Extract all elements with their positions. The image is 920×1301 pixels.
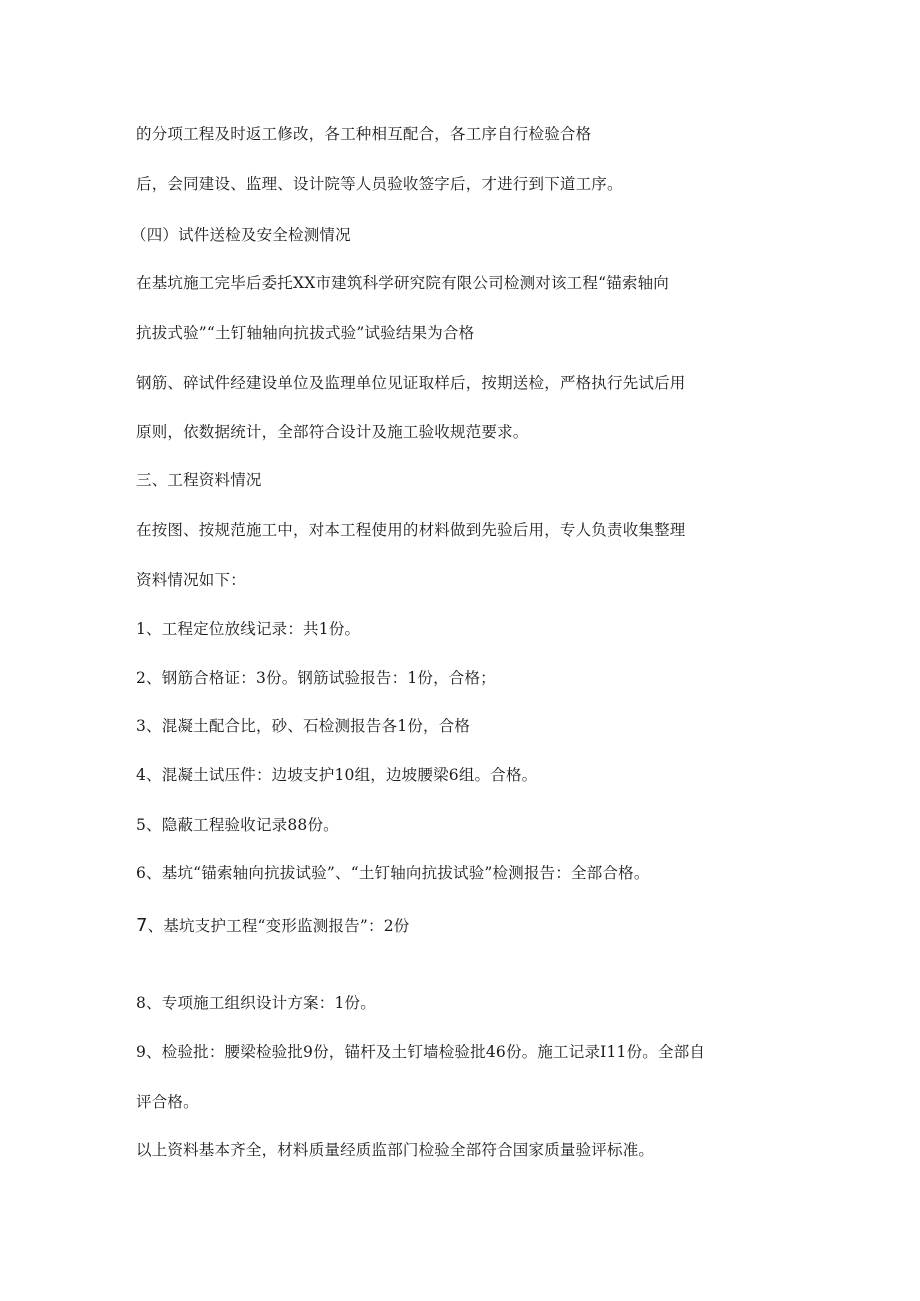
list-item: 3、混凝土配合比，砂、石检测报告各1份，合格 [136, 717, 471, 735]
list-item-number: 7 [136, 915, 148, 936]
list-item [136, 916, 409, 936]
paragraph-line: 后，会同建设、监理、设计院等人员验收签字后，才进行到下道工序。 [136, 175, 623, 193]
paragraph-line: 在基坑施工完毕后委托XX市建筑科学研究院有限公司检测对该工程“锚索轴向 [136, 274, 669, 292]
paragraph-line: 钢筋、碎试件经建设单位及监理单位见证取样后，按期送检，严格执行先试后用 [136, 374, 686, 392]
paragraph-line: 资料情况如下： [136, 571, 246, 589]
paragraph-line: 以上资料基本齐全，材料质量经质监部门检验全部符合国家质量验评标准。 [136, 1141, 655, 1159]
list-item-text: 、基坑支护工程“变形监测报告”：2份 [147, 917, 410, 935]
paragraph-line: 评合格。 [136, 1093, 199, 1111]
paragraph-line: 的分项工程及时返工修改，各工种相互配合，各工序自行检验合格 [136, 125, 592, 143]
list-item: 8、专项施工组织设计方案：1份。 [136, 994, 376, 1012]
list-item: 2、钢筋合格证：3份。钢筋试验报告：1份，合格； [136, 669, 496, 687]
paragraph-line: 抗拔式验”“土钉轴轴向抗拔式验”试验结果为合格 [136, 324, 475, 342]
list-item: 6、基坑“锚索轴向抗拔试验”、“土钉轴向抗拔试验”检测报告：全部合格。 [136, 864, 650, 882]
list-item: 5、隐蔽工程验收记录88份。 [136, 816, 339, 834]
list-item: 1、工程定位放线记录：共1份。 [136, 620, 361, 638]
paragraph-line: 原则，依数据统计，全部符合设计及施工验收规范要求。 [136, 423, 529, 441]
section-heading: （四）试件送检及安全检测情况 [131, 226, 351, 244]
list-item: 9、检验批：腰梁检验批9份，锚杆及土钉墙检验批46份。施工记录I11份。全部自 [136, 1043, 706, 1061]
paragraph-line: 在按图、按规范施工中，对本工程使用的材料做到先验后用，专人负责收集整理 [136, 521, 686, 539]
list-item: 4、混凝土试压件：边坡支护10组，边坡腰梁6组。合格。 [136, 766, 538, 784]
section-heading: 三、工程资料情况 [136, 471, 262, 489]
